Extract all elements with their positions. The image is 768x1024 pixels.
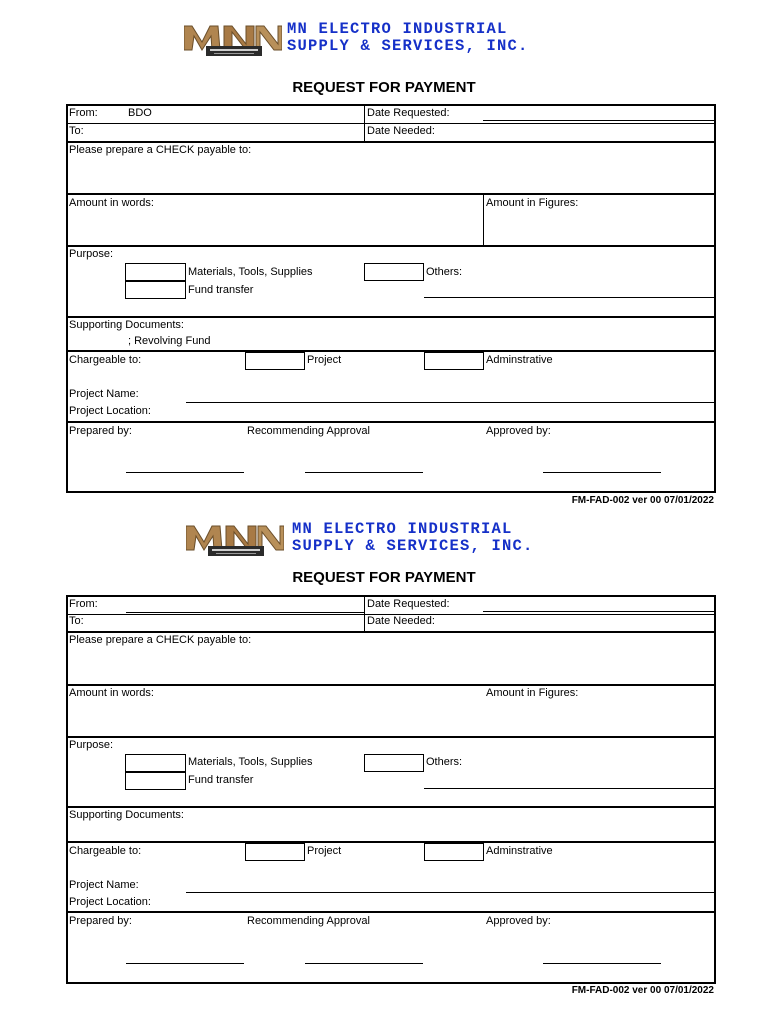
company-name-line1: MN ELECTRO INDUSTRIAL bbox=[292, 520, 513, 538]
company-name-line2: SUPPLY & SERVICES, INC. bbox=[287, 37, 529, 55]
others-field[interactable] bbox=[424, 788, 716, 789]
company-name-line1: MN ELECTRO INDUSTRIAL bbox=[287, 20, 508, 38]
project-name-label: Project Name: bbox=[69, 879, 139, 891]
from-value[interactable]: BDO bbox=[128, 107, 152, 119]
check-payable-label: Please prepare a CHECK payable to: bbox=[69, 634, 252, 646]
approved-by-label: Approved by: bbox=[486, 915, 551, 927]
company-name-line2: SUPPLY & SERVICES, INC. bbox=[292, 537, 534, 555]
row-divider-from-to bbox=[66, 614, 364, 615]
check-payable-label: Please prepare a CHECK payable to: bbox=[69, 144, 252, 156]
prepared-by-label: Prepared by: bbox=[69, 915, 132, 927]
approved-by-label: Approved by: bbox=[486, 425, 551, 437]
others-label: Others: bbox=[426, 266, 463, 278]
purpose-label: Purpose: bbox=[69, 739, 114, 751]
company-header bbox=[0, 490, 768, 560]
project-label: Project bbox=[307, 354, 342, 366]
row-divider bbox=[66, 631, 716, 633]
from-label: From: bbox=[69, 107, 98, 119]
recommending-approval-label: Recommending Approval bbox=[247, 425, 370, 437]
to-label: To: bbox=[69, 615, 84, 627]
administrative-label: Adminstrative bbox=[486, 845, 553, 857]
administrative-checkbox[interactable] bbox=[424, 843, 484, 861]
project-location-label: Project Location: bbox=[69, 405, 151, 417]
fund-transfer-label: Fund transfer bbox=[188, 284, 254, 296]
materials-label: Materials, Tools, Supplies bbox=[188, 266, 313, 278]
row-divider bbox=[66, 684, 716, 686]
from-field[interactable] bbox=[126, 612, 364, 613]
prepared-by-signature-line[interactable] bbox=[126, 963, 244, 964]
purpose-label: Purpose: bbox=[69, 248, 114, 260]
prepared-by-label: Prepared by: bbox=[69, 425, 132, 437]
project-checkbox[interactable] bbox=[245, 843, 305, 861]
recommending-approval-label: Recommending Approval bbox=[247, 915, 370, 927]
row-divider bbox=[66, 841, 716, 843]
others-label: Others: bbox=[426, 756, 463, 768]
amount-figures-label: Amount in Figures: bbox=[486, 687, 579, 699]
fund-transfer-label: Fund transfer bbox=[188, 774, 254, 786]
col-divider bbox=[364, 595, 365, 632]
row-divider bbox=[66, 806, 716, 808]
company-logo-icon bbox=[186, 520, 284, 558]
recommending-signature-line[interactable] bbox=[305, 963, 423, 964]
row-divider bbox=[66, 736, 716, 738]
form-code: FM-FAD-002 ver 00 07/01/2022 bbox=[571, 495, 714, 506]
row-divider bbox=[66, 911, 716, 913]
amount-words-label: Amount in words: bbox=[69, 687, 154, 699]
fund-transfer-checkbox[interactable] bbox=[125, 772, 186, 790]
date-requested-field[interactable] bbox=[483, 611, 716, 612]
project-location-label: Project Location: bbox=[69, 896, 151, 908]
date-requested-label: Date Requested: bbox=[367, 107, 450, 119]
form-title: REQUEST FOR PAYMENT bbox=[292, 79, 476, 96]
to-label: To: bbox=[69, 125, 84, 137]
administrative-label: Adminstrative bbox=[486, 354, 553, 366]
materials-label: Materials, Tools, Supplies bbox=[188, 756, 313, 768]
project-name-label: Project Name: bbox=[69, 388, 139, 400]
supporting-documents-label: Supporting Documents: bbox=[69, 319, 184, 331]
form-title: REQUEST FOR PAYMENT bbox=[292, 569, 476, 586]
approved-by-signature-line[interactable] bbox=[543, 963, 661, 964]
supporting-documents-label: Supporting Documents: bbox=[69, 809, 184, 821]
materials-checkbox[interactable] bbox=[125, 754, 186, 772]
project-name-field[interactable] bbox=[186, 892, 716, 893]
date-needed-label: Date Needed: bbox=[367, 125, 435, 137]
others-checkbox[interactable] bbox=[364, 754, 424, 772]
form-code: FM-FAD-002 ver 00 07/01/2022 bbox=[571, 985, 714, 996]
amount-figures-label: Amount in Figures: bbox=[486, 197, 579, 209]
date-requested-label: Date Requested: bbox=[367, 598, 450, 610]
project-label: Project bbox=[307, 845, 342, 857]
amount-words-label: Amount in words: bbox=[69, 197, 154, 209]
chargeable-label: Chargeable to: bbox=[69, 354, 142, 366]
supporting-documents-value[interactable]: ; Revolving Fund bbox=[128, 335, 211, 347]
date-needed-label: Date Needed: bbox=[367, 615, 435, 627]
chargeable-label: Chargeable to: bbox=[69, 845, 142, 857]
from-label: From: bbox=[69, 598, 98, 610]
